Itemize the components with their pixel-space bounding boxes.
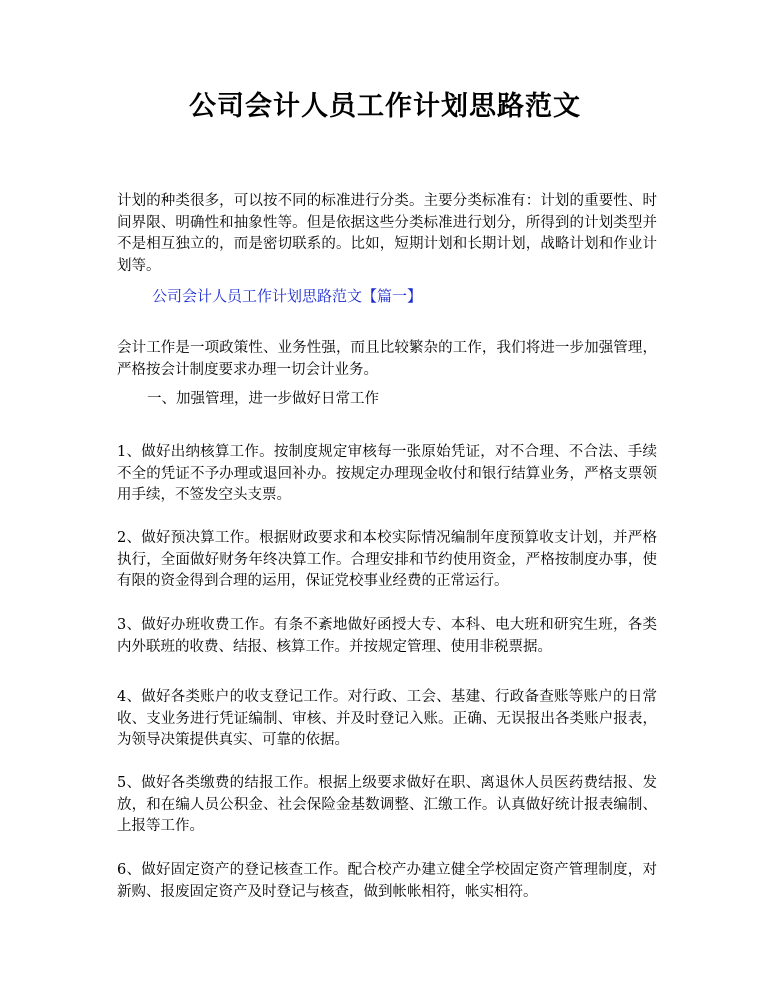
list-item: 4、做好各类账户的收支登记工作。对行政、工会、基建、行政备查账等账户的日常收、支业务进行凭证编制、审核、并及时登记入账。正确、无误报出各类账户报表，为领导决策提供真实、可靠的依据。 [117,689,657,748]
section-heading: 公司会计人员工作计划思路范文【篇一】 [152,287,423,305]
sub-heading: 一、加强管理，进一步做好日常工作 [147,391,379,407]
list-item: 3、做好办班收费工作。有条不紊地做好函授大专、本科、电大班和研究生班，各类内外联班的收费、结报、核算工作。并按规定管理、使用非税票据。 [117,617,657,655]
list-item: 1、做好出纳核算工作。按制度规定审核每一张原始凭证，对不合理、不合法、手续不全的凭证不予办理或退回补办。按规定办理现金收付和银行结算业务，严格支票领用手续，不签发空头支票。 [117,444,657,503]
list-item: 6、做好固定资产的登记核查工作。配合校产办建立健全学校固定资产管理制度，对新购、报废固定资产及时登记与核查，做到帐帐相符，帐实相符。 [117,862,657,900]
intro-paragraph: 计划的种类很多，可以按不同的标准进行分类。主要分类标准有：计划的重要性、时间界限、明确性和抽象性等。但是依据这些分类标准进行划分，所得到的计划类型并不是相互独立的，而是密切联系的。比如，短期计划和长期计划，战略计划和作业计划等。 [117,193,657,274]
list-item: 5、做好各类缴费的结报工作。根据上级要求做好在职、离退休人员医药费结报、发放，和在编人员公积金、社会保险金基数调整、汇缴工作。认真做好统计报表编制、上报等工作。 [117,775,657,834]
section-intro-paragraph: 会计工作是一项政策性、业务性强，而且比较繁杂的工作，我们将进一步加强管理，严格按会计制度要求办理一切会计业务。 [117,340,657,378]
document-title: 公司会计人员工作计划思路范文 [189,91,581,122]
list-item: 2、做好预决算工作。根据财政要求和本校实际情况编制年度预算收支计划，并严格执行，全面做好财务年终决算工作。合理安排和节约使用资金，严格按制度办事，使有限的资金得到合理的运用，保证党校事业经费的正常运行。 [117,530,657,589]
